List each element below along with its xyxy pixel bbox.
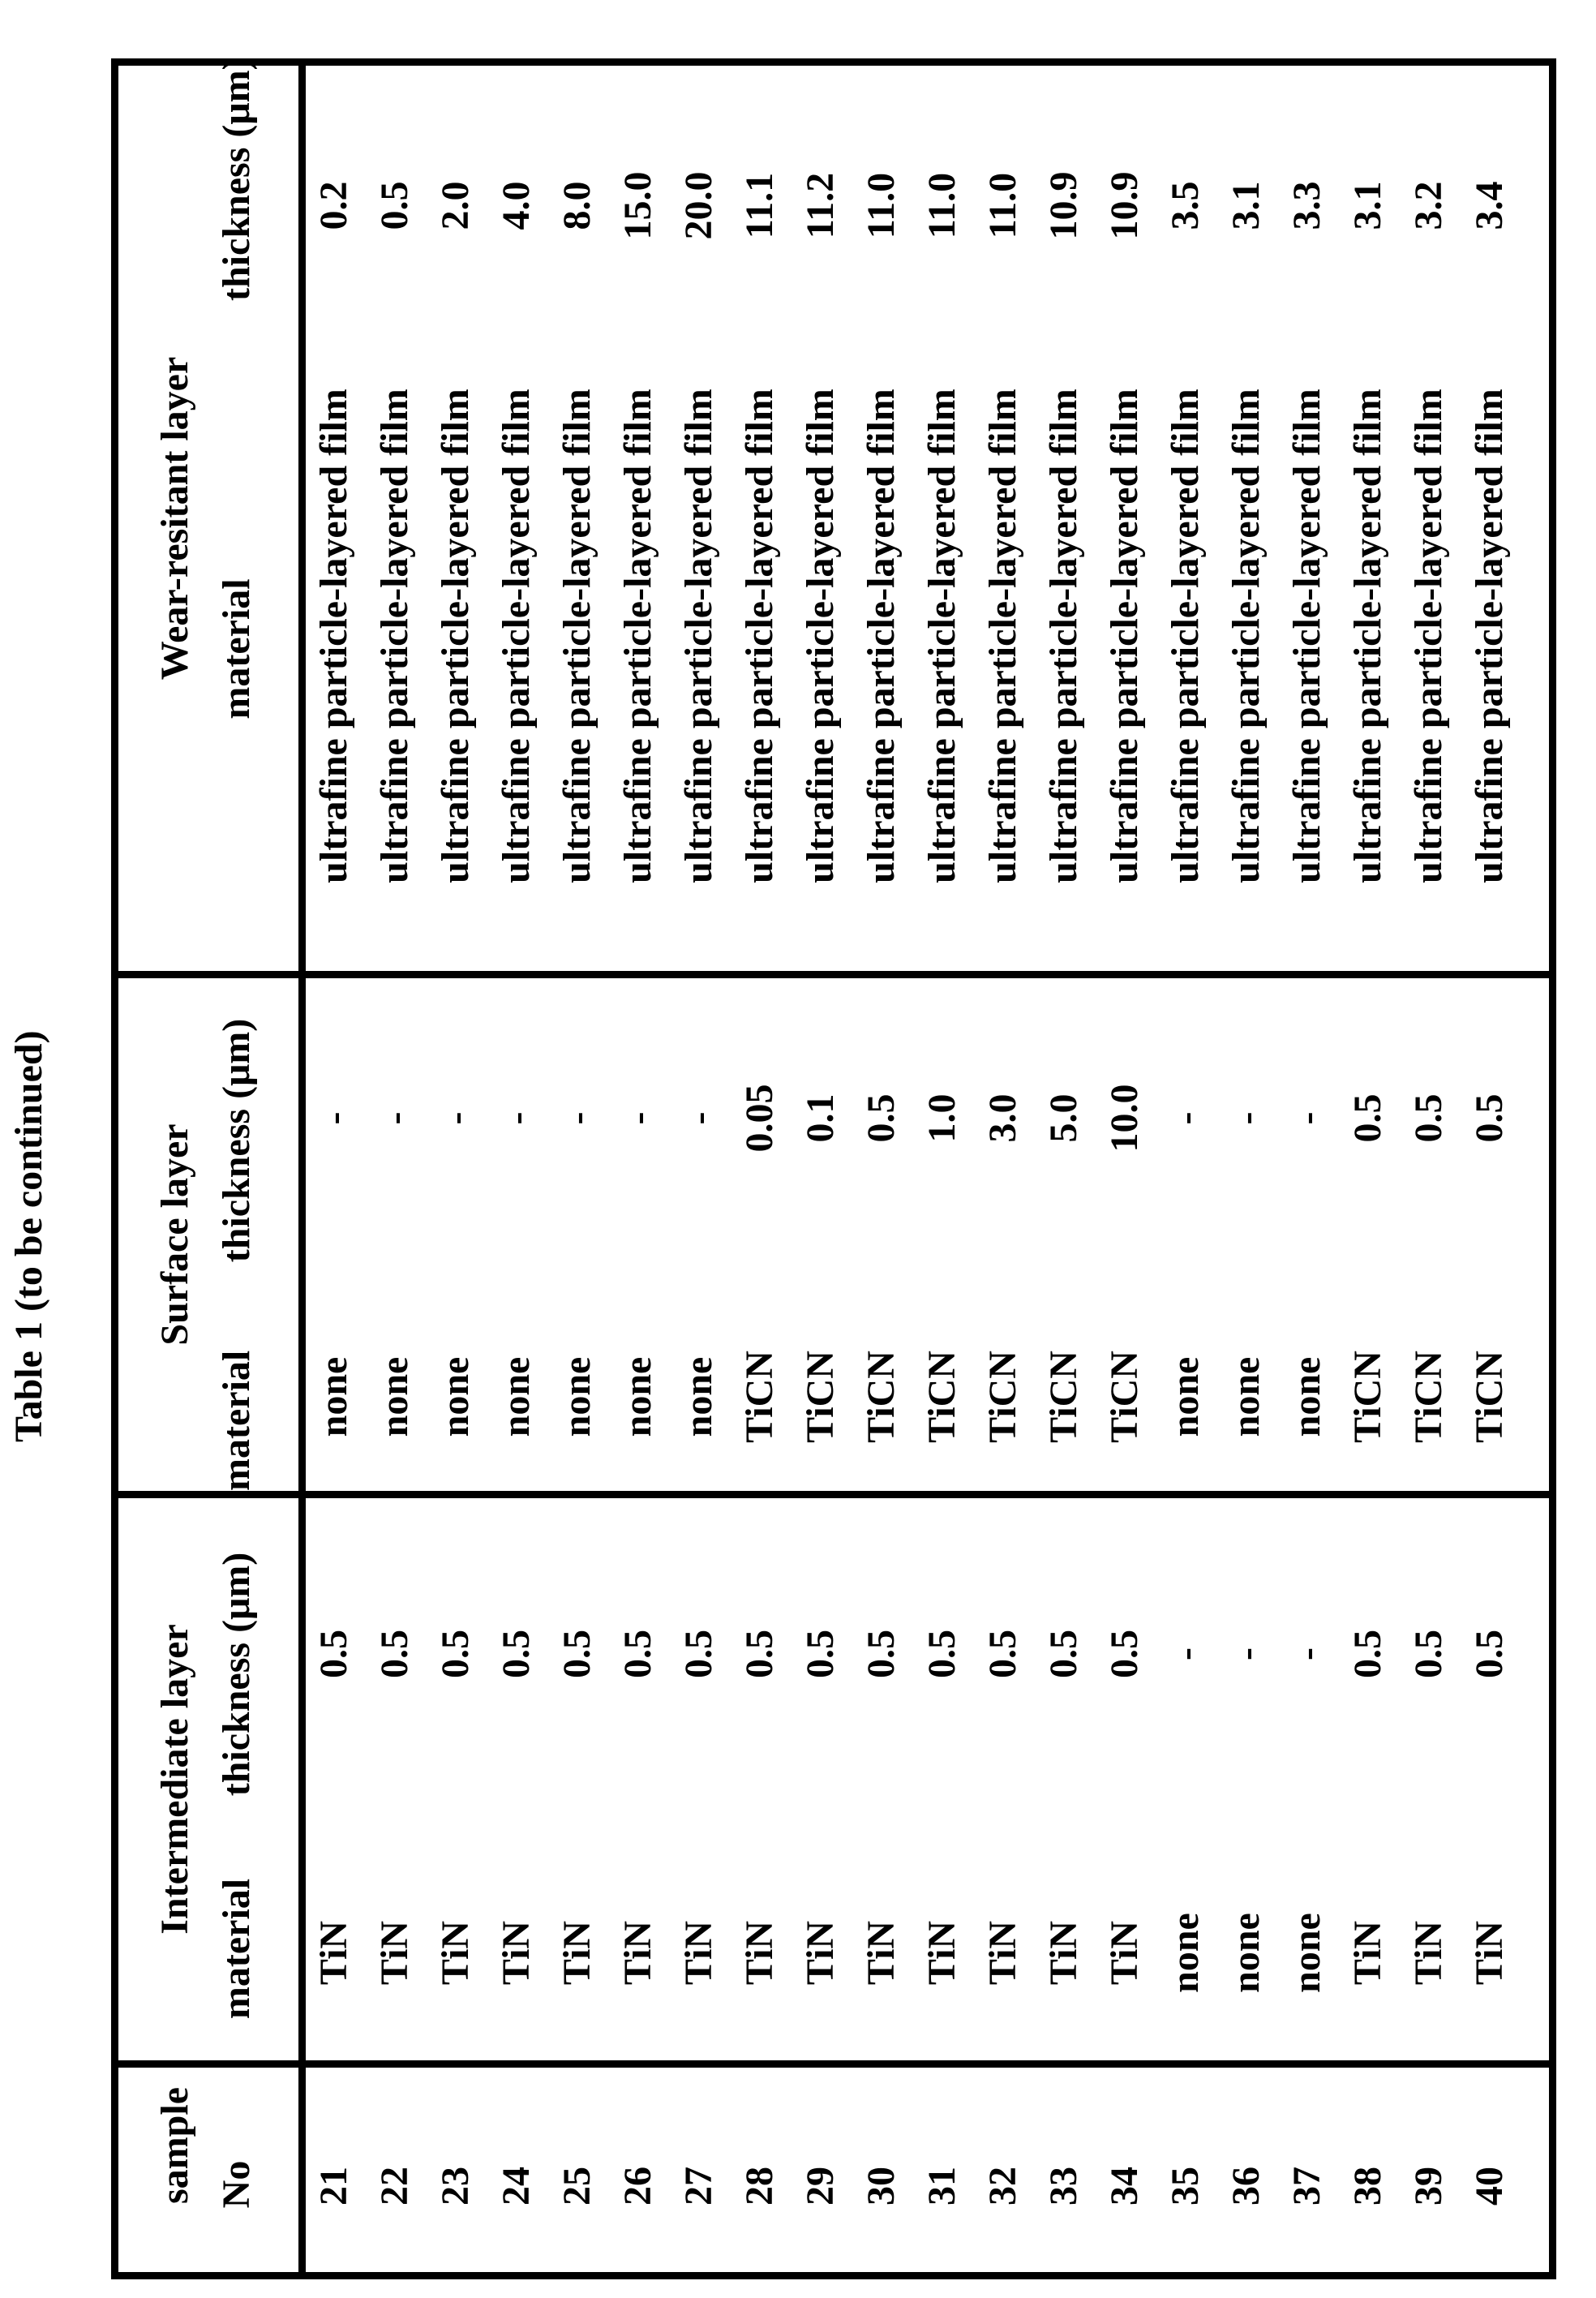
cell-sample-no: 23: [434, 2167, 477, 2206]
cell-intermediate-thickness: 0.5: [556, 1630, 598, 1678]
cell-intermediate-thickness: 0.5: [1407, 1630, 1450, 1678]
cell-wear-material: ultrafine particle-layered film: [1407, 389, 1450, 883]
cell-intermediate-material: TiN: [434, 1920, 477, 1986]
table-row: [425, 66, 486, 2272]
cell-sample-no: 36: [1225, 2167, 1268, 2206]
cell-intermediate-material: TiN: [1042, 1920, 1085, 1986]
cell-surface-material: none: [556, 1356, 598, 1437]
table-row: [547, 66, 607, 2272]
cell-sample-no: 27: [677, 2167, 720, 2206]
cell-intermediate-thickness: 0.5: [920, 1630, 963, 1678]
cell-surface-material: TiCN: [860, 1351, 903, 1443]
cell-intermediate-material: TiN: [677, 1920, 720, 1986]
cell-sample-no: 38: [1346, 2167, 1389, 2206]
cell-intermediate-thickness: 0.5: [738, 1630, 781, 1678]
cell-sample-no: 35: [1164, 2167, 1207, 2206]
cell-wear-thickness: 0.5: [373, 181, 416, 230]
cell-sample-no: 34: [1103, 2167, 1146, 2206]
cell-wear-thickness: 2.0: [434, 181, 477, 230]
cell-surface-material: none: [1225, 1356, 1268, 1437]
cell-intermediate-thickness: 0.5: [799, 1630, 842, 1678]
table-row: [851, 66, 912, 2272]
cell-wear-material: ultrafine particle-layered film: [1285, 389, 1328, 883]
header-surface-thickness: thickness (μm): [215, 1018, 258, 1263]
cell-intermediate-material: TiN: [738, 1920, 781, 1986]
header-surface-material: material: [215, 1350, 258, 1491]
cell-wear-thickness: 11.2: [799, 172, 842, 239]
table-row: [1398, 66, 1459, 2272]
cell-wear-thickness: 0.2: [312, 181, 355, 230]
cell-surface-thickness: 0.1: [799, 1093, 842, 1143]
cell-surface-thickness: 0.5: [1468, 1093, 1511, 1143]
header-wear-material: material: [215, 578, 258, 719]
cell-intermediate-material: TiN: [860, 1920, 903, 1986]
cell-intermediate-thickness: 0.5: [312, 1630, 355, 1678]
cell-sample-no: 40: [1468, 2167, 1511, 2206]
header-intermediate-material: material: [215, 1878, 258, 2020]
cell-surface-material: TiCN: [920, 1351, 963, 1443]
cell-intermediate-material: none: [1225, 1913, 1268, 1993]
cell-surface-thickness: 0.5: [1346, 1093, 1389, 1143]
cell-surface-material: none: [677, 1356, 720, 1437]
cell-surface-thickness: 5.0: [1042, 1093, 1085, 1143]
cell-surface-thickness: 10.0: [1103, 1084, 1146, 1153]
cell-sample-no: 37: [1285, 2167, 1328, 2206]
cell-wear-thickness: 3.3: [1285, 181, 1328, 230]
cell-wear-material: ultrafine particle-layered film: [556, 389, 598, 883]
cell-sample-no: 39: [1407, 2167, 1450, 2206]
table-row: [607, 66, 668, 2272]
cell-surface-thickness: 0.5: [1407, 1093, 1450, 1143]
table-row: [486, 66, 547, 2272]
cell-surface-thickness: -: [677, 1111, 720, 1125]
cell-wear-material: ultrafine particle-layered film: [1042, 389, 1085, 883]
cell-surface-material: none: [434, 1356, 477, 1437]
cell-sample-no: 30: [860, 2167, 903, 2206]
cell-surface-thickness: 0.5: [860, 1093, 903, 1143]
cell-surface-thickness: 1.0: [920, 1093, 963, 1143]
cell-wear-thickness: 8.0: [556, 181, 598, 230]
table-row: [1155, 66, 1216, 2272]
table-row: [972, 66, 1033, 2272]
cell-surface-thickness: -: [312, 1111, 355, 1125]
cell-intermediate-material: TiN: [981, 1920, 1024, 1986]
cell-surface-material: none: [1164, 1356, 1207, 1437]
cell-intermediate-thickness: -: [1285, 1647, 1328, 1660]
cell-surface-thickness: -: [1164, 1111, 1207, 1125]
cell-surface-material: none: [312, 1356, 355, 1437]
table-row: [668, 66, 729, 2272]
cell-surface-material: none: [1285, 1356, 1328, 1437]
cell-wear-thickness: 15.0: [616, 171, 659, 240]
cell-surface-material: TiCN: [799, 1351, 842, 1443]
cell-wear-thickness: 11.0: [860, 172, 903, 239]
cell-intermediate-thickness: -: [1164, 1647, 1207, 1660]
cell-surface-material: TiCN: [738, 1351, 781, 1443]
table-row: [1276, 66, 1337, 2272]
cell-wear-material: ultrafine particle-layered film: [495, 389, 538, 883]
cell-surface-material: TiCN: [1346, 1351, 1389, 1443]
header-wear-resistant-layer: Wear-resitant layer: [153, 356, 196, 681]
cell-intermediate-thickness: 0.5: [1042, 1630, 1085, 1678]
cell-intermediate-thickness: 0.5: [495, 1630, 538, 1678]
cell-surface-material: TiCN: [1468, 1351, 1511, 1443]
cell-wear-thickness: 3.1: [1346, 181, 1389, 230]
cell-intermediate-material: TiN: [616, 1920, 659, 1986]
cell-sample-no: 24: [495, 2167, 538, 2206]
cell-wear-material: ultrafine particle-layered film: [1346, 389, 1389, 883]
cell-intermediate-material: none: [1164, 1913, 1207, 1993]
cell-wear-thickness: 3.4: [1468, 181, 1511, 230]
cell-surface-material: TiCN: [1042, 1351, 1085, 1443]
cell-surface-material: TiCN: [1407, 1351, 1450, 1443]
cell-wear-thickness: 4.0: [495, 181, 538, 230]
cell-wear-thickness: 3.1: [1225, 181, 1268, 230]
cell-intermediate-material: TiN: [1103, 1920, 1146, 1986]
cell-wear-material: ultrafine particle-layered film: [1225, 389, 1268, 883]
cell-surface-thickness: -: [434, 1111, 477, 1125]
header-intermediate-thickness: thickness (μm): [215, 1552, 258, 1797]
cell-intermediate-thickness: 0.5: [616, 1630, 659, 1678]
header-surface-layer: Surface layer: [153, 1123, 196, 1346]
cell-wear-material: ultrafine particle-layered film: [799, 389, 842, 883]
cell-surface-material: TiCN: [1103, 1351, 1146, 1443]
cell-intermediate-material: TiN: [920, 1920, 963, 1986]
cell-sample-no: 21: [312, 2167, 355, 2206]
cell-intermediate-thickness: 0.5: [981, 1630, 1024, 1678]
table-title: Table 1 (to be continued): [7, 1030, 50, 1442]
cell-intermediate-material: TiN: [1407, 1920, 1450, 1986]
cell-wear-material: ultrafine particle-layered film: [616, 389, 659, 883]
table-row: [1033, 66, 1094, 2272]
header-intermediate-layer: Intermediate layer: [153, 1624, 196, 1935]
cell-surface-thickness: -: [556, 1111, 598, 1125]
cell-sample-no: 31: [920, 2167, 963, 2206]
cell-intermediate-material: TiN: [799, 1920, 842, 1986]
table-row: [729, 66, 790, 2272]
cell-wear-material: ultrafine particle-layered film: [373, 389, 416, 883]
table-row: [1094, 66, 1155, 2272]
header-sample-line1: sample: [153, 2087, 196, 2204]
cell-surface-thickness: -: [373, 1111, 416, 1125]
cell-intermediate-thickness: 0.5: [1103, 1630, 1146, 1678]
cell-wear-thickness: 11.1: [738, 172, 781, 239]
cell-intermediate-material: TiN: [1468, 1920, 1511, 1986]
table-row: [912, 66, 972, 2272]
table-row: [1459, 66, 1520, 2272]
cell-wear-material: ultrafine particle-layered film: [1468, 389, 1511, 883]
cell-surface-thickness: -: [616, 1111, 659, 1125]
cell-wear-thickness: 10.9: [1103, 171, 1146, 240]
cell-sample-no: 33: [1042, 2167, 1085, 2206]
cell-intermediate-thickness: 0.5: [373, 1630, 416, 1678]
cell-wear-thickness: 11.0: [920, 172, 963, 239]
cell-wear-material: ultrafine particle-layered film: [677, 389, 720, 883]
cell-intermediate-material: TiN: [556, 1920, 598, 1986]
cell-sample-no: 22: [373, 2167, 416, 2206]
cell-surface-material: none: [495, 1356, 538, 1437]
cell-surface-thickness: -: [1225, 1111, 1268, 1125]
cell-intermediate-material: TiN: [495, 1920, 538, 1986]
cell-intermediate-thickness: 0.5: [677, 1630, 720, 1678]
cell-surface-material: none: [616, 1356, 659, 1437]
table: [111, 58, 1556, 2279]
cell-surface-thickness: -: [1285, 1111, 1328, 1125]
cell-wear-thickness: 20.0: [677, 171, 720, 240]
cell-intermediate-material: TiN: [373, 1920, 416, 1986]
cell-wear-thickness: 3.5: [1164, 181, 1207, 230]
cell-intermediate-thickness: -: [1225, 1647, 1268, 1660]
cell-wear-material: ultrafine particle-layered film: [312, 389, 355, 883]
cell-wear-material: ultrafine particle-layered film: [1164, 389, 1207, 883]
cell-wear-material: ultrafine particle-layered film: [920, 389, 963, 883]
cell-intermediate-thickness: 0.5: [860, 1630, 903, 1678]
cell-intermediate-thickness: 0.5: [434, 1630, 477, 1678]
cell-intermediate-thickness: 0.5: [1468, 1630, 1511, 1678]
cell-intermediate-thickness: 0.5: [1346, 1630, 1389, 1678]
header-sample-line2: No: [215, 2160, 258, 2209]
cell-sample-no: 32: [981, 2167, 1024, 2206]
cell-sample-no: 29: [799, 2167, 842, 2206]
cell-surface-thickness: -: [495, 1111, 538, 1125]
table-row: [364, 66, 425, 2272]
table-row: [790, 66, 851, 2272]
cell-wear-thickness: 10.9: [1042, 171, 1085, 240]
cell-sample-no: 26: [616, 2167, 659, 2206]
cell-wear-material: ultrafine particle-layered film: [860, 389, 903, 883]
cell-wear-thickness: 3.2: [1407, 181, 1450, 230]
cell-intermediate-material: TiN: [312, 1920, 355, 1986]
cell-intermediate-material: TiN: [1346, 1920, 1389, 1986]
cell-surface-material: none: [373, 1356, 416, 1437]
cell-surface-material: TiCN: [981, 1351, 1024, 1443]
cell-wear-material: ultrafine particle-layered film: [981, 389, 1024, 883]
cell-sample-no: 28: [738, 2167, 781, 2206]
cell-intermediate-material: none: [1285, 1913, 1328, 1993]
cell-wear-material: ultrafine particle-layered film: [738, 389, 781, 883]
cell-wear-material: ultrafine particle-layered film: [434, 389, 477, 883]
cell-surface-thickness: 3.0: [981, 1093, 1024, 1143]
table-row: [1216, 66, 1276, 2272]
table-row: [303, 66, 364, 2272]
header-wear-thickness: thickness (μm): [215, 57, 258, 301]
cell-wear-thickness: 11.0: [981, 172, 1024, 239]
cell-surface-thickness: 0.05: [738, 1084, 781, 1153]
table-row: [1337, 66, 1398, 2272]
cell-sample-no: 25: [556, 2167, 598, 2206]
cell-wear-material: ultrafine particle-layered film: [1103, 389, 1146, 883]
